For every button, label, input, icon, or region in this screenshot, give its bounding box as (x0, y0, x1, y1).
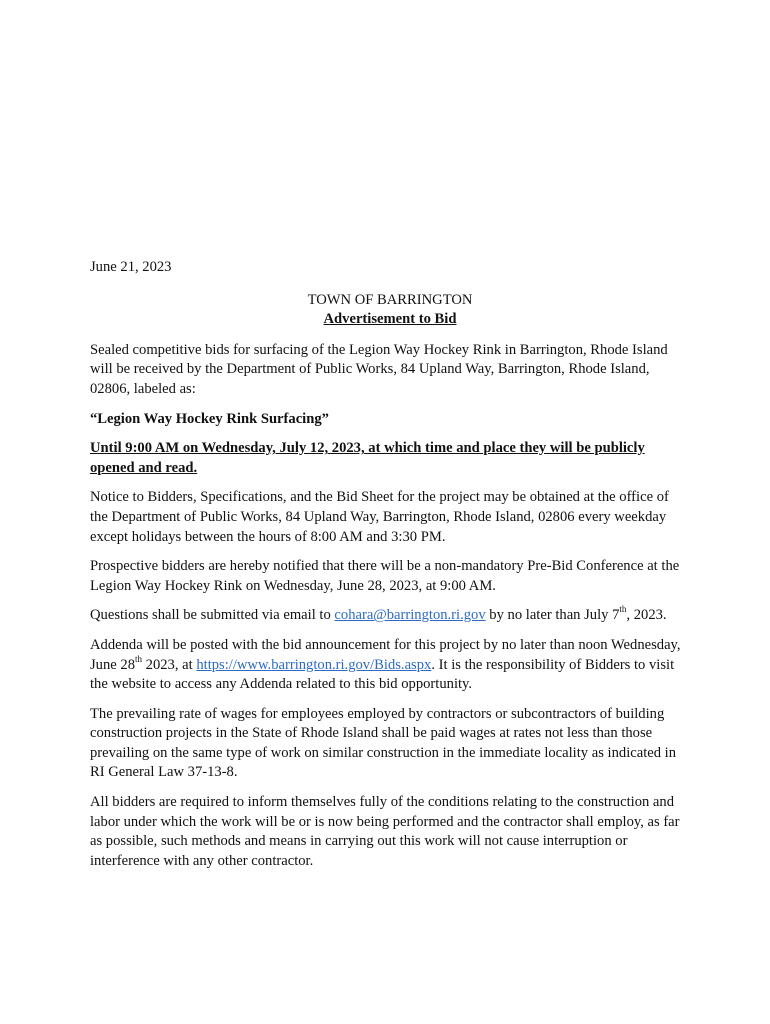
addenda-superscript: th (135, 653, 143, 664)
addenda-text-after: . It is the responsibility of Bidders to visit the website to access any Addenda related to this bid opportunity. (90, 656, 675, 693)
questions-text-before: Questions shall be submitted via email to (90, 607, 335, 624)
intro-paragraph: Sealed competitive bids for surfacing of the Legion Way Hockey Rink in Barrington, Rhode Island will be received by the Department of Public Works, 84 Upland Way, Barrington, Rhode Island, 02806, labeled as: (90, 341, 668, 397)
documents-availability-paragraph: Notice to Bidders, Specifications, and the Bid Sheet for the project may be obtained at the office of the Department of Public Works, 84 Upland Way, Barrington, Rhode Island, 02806 every weekday except holidays between the hours of 8:00 AM and 3:30 PM. (90, 489, 669, 545)
addenda-text-middle: 2023, at (142, 656, 197, 673)
questions-text-after: , 2023. (626, 607, 667, 624)
bidder-conditions-paragraph: All bidders are required to inform themselves fully of the conditions relating to the construction and labor under which the work will be or is now being performed and the contractor shall employ, as far as possible, such methods and means in carrying out this work will not cause interruption or interference with any other contractor. (90, 794, 680, 869)
addenda-text-before: Addenda will be posted with the bid announcement for this project by no later than noon Wednesday, June 28 (90, 636, 681, 673)
questions-text-middle: by no later than July 7 (485, 607, 620, 624)
prevailing-wage-paragraph: The prevailing rate of wages for employees employed by contractors or subcontractors of building construction projects in the State of Rhode Island shall be paid wages at rates not less than those prevailing on the same type of work on similar construction in the immediate locality as indicated in RI General Law 37-13-8. (90, 705, 677, 781)
bid-deadline: Until 9:00 AM on Wednesday, July 12, 2023, at which time and place they will be publicly opened and read. (90, 440, 645, 476)
document-date: June 21, 2023 (90, 259, 172, 275)
questions-superscript: th (619, 604, 627, 615)
bids-website-link[interactable]: https://www.barrington.ri.gov/Bids.aspx (196, 656, 432, 673)
email-link[interactable]: cohara@barrington.ri.gov (334, 607, 486, 624)
questions-paragraph (90, 606, 690, 626)
pre-bid-conference-paragraph: Prospective bidders are hereby notified that there will be a non-mandatory Pre-Bid Conference at the Legion Way Hockey Rink on Wednesday, June 28, 2023, at 9:00 AM. (90, 558, 680, 594)
organization-name: TOWN OF BARRINGTON (307, 291, 473, 308)
document-body (90, 258, 690, 881)
addenda-paragraph (90, 636, 690, 695)
document-title: Advertisement to Bid (323, 311, 457, 328)
project-label: “Legion Way Hockey Rink Surfacing” (90, 410, 329, 427)
document-heading (90, 291, 690, 330)
